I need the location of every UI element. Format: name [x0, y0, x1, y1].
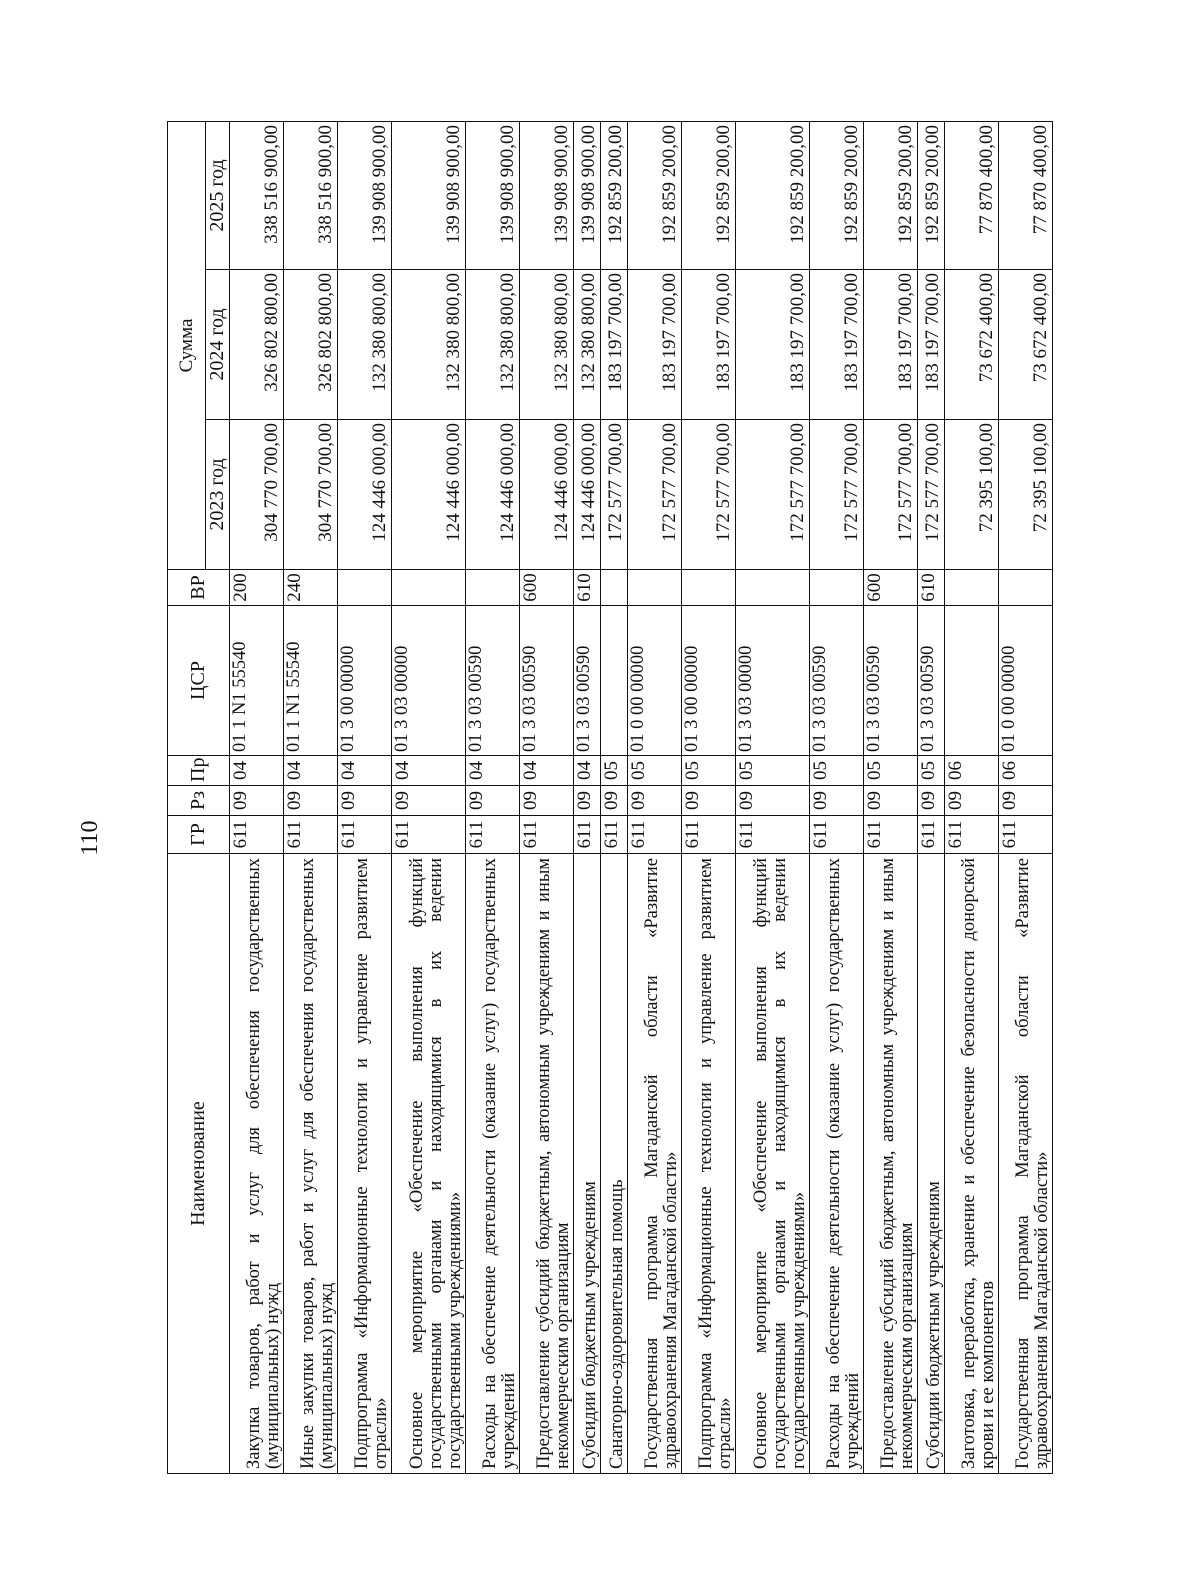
row-gr: 611: [810, 816, 864, 854]
row-csr: 01 3 00 00000: [338, 606, 392, 756]
row-pr: 05: [810, 756, 864, 786]
row-csr: 01 3 03 00590: [520, 606, 574, 756]
row-name: Санаторно-оздоровительная помощь: [601, 854, 628, 1474]
row-name: Государственная программа Магаданской области «Развитие здравоохранения Магаданской области»: [999, 854, 1053, 1474]
row-name: Предоставление субсидий бюджетным, автономным учреждениям и иным некоммерческим организациям: [864, 854, 918, 1474]
row-sum-2023: 172 577 700,00: [864, 420, 918, 570]
row-sum-2025: 139 908 900,00: [466, 121, 520, 269]
row-gr: 611: [574, 816, 601, 854]
row-vr: [810, 570, 864, 606]
row-gr: 611: [338, 816, 392, 854]
row-sum-2023: 172 577 700,00: [628, 420, 682, 570]
row-vr: [999, 570, 1053, 606]
row-sum-2024: 183 197 700,00: [810, 270, 864, 420]
row-csr: 01 3 03 00590: [810, 606, 864, 756]
header-sum: Сумма: [168, 121, 206, 569]
row-sum-2024: 183 197 700,00: [864, 270, 918, 420]
row-gr: 611: [284, 816, 338, 854]
row-gr: 611: [682, 816, 736, 854]
row-sum-2024: 183 197 700,00: [736, 270, 810, 420]
row-pr: 04: [392, 756, 466, 786]
row-sum-2025: 192 859 200,00: [682, 121, 736, 269]
table-row: [284, 121, 338, 1473]
row-gr: 611: [999, 816, 1053, 854]
header-gr: ГР: [168, 816, 230, 854]
row-pr: 04: [230, 756, 284, 786]
row-sum-2024: 183 197 700,00: [918, 270, 945, 420]
row-rz: 09: [864, 786, 918, 816]
row-rz: 09: [999, 786, 1053, 816]
row-sum-2023: 172 577 700,00: [682, 420, 736, 570]
table-row: [338, 121, 392, 1473]
row-vr: [945, 570, 999, 606]
row-vr: [601, 570, 628, 606]
row-vr: [392, 570, 466, 606]
row-rz: 09: [520, 786, 574, 816]
table-row: [682, 121, 736, 1473]
row-sum-2023: 172 577 700,00: [918, 420, 945, 570]
row-name: Подпрограмма «Информационные технологии и управление развитием отрасли»: [338, 854, 392, 1474]
row-sum-2024: 132 380 800,00: [574, 270, 601, 420]
header-csr: ЦСР: [168, 606, 230, 756]
row-gr: 611: [466, 816, 520, 854]
table-row: [864, 121, 918, 1473]
row-sum-2023: 72 395 100,00: [945, 420, 999, 570]
row-sum-2024: 326 802 800,00: [284, 270, 338, 420]
row-gr: 611: [392, 816, 466, 854]
row-vr: [466, 570, 520, 606]
row-csr: 01 3 03 00590: [918, 606, 945, 756]
row-pr: 05: [601, 756, 628, 786]
row-sum-2024: 73 672 400,00: [945, 270, 999, 420]
row-sum-2024: 132 380 800,00: [338, 270, 392, 420]
row-csr: [945, 606, 999, 756]
row-vr: [338, 570, 392, 606]
row-sum-2024: 132 380 800,00: [392, 270, 466, 420]
row-pr: 05: [736, 756, 810, 786]
row-sum-2025: 139 908 900,00: [520, 121, 574, 269]
row-name: Заготовка, переработка, хранение и обеспечение безопасности донорской крови и ее компонентов: [945, 854, 999, 1474]
row-name: Основное мероприятие «Обеспечение выполнения функций государственными органами и находящимися в их ведении государственными учреждениями»: [392, 854, 466, 1474]
row-sum-2025: 192 859 200,00: [736, 121, 810, 269]
row-sum-2025: 338 516 900,00: [230, 121, 284, 269]
row-rz: 09: [574, 786, 601, 816]
row-sum-2024: 183 197 700,00: [628, 270, 682, 420]
row-sum-2023: 124 446 000,00: [392, 420, 466, 570]
table-body: [230, 121, 1053, 1473]
header-2025: 2025 год: [206, 121, 230, 269]
row-csr: 01 1 N1 55540: [284, 606, 338, 756]
row-sum-2025: 139 908 900,00: [574, 121, 601, 269]
row-pr: 06: [999, 756, 1053, 786]
row-sum-2025: 192 859 200,00: [628, 121, 682, 269]
row-sum-2024: 326 802 800,00: [230, 270, 284, 420]
row-vr: 610: [574, 570, 601, 606]
row-csr: 01 0 00 00000: [999, 606, 1053, 756]
table-row: [999, 121, 1053, 1473]
row-sum-2025: 77 870 400,00: [945, 121, 999, 269]
row-vr: 200: [230, 570, 284, 606]
row-name: Субсидии бюджетным учреждениям: [918, 854, 945, 1474]
row-rz: 09: [466, 786, 520, 816]
row-sum-2025: 192 859 200,00: [864, 121, 918, 269]
row-csr: 01 3 03 00000: [736, 606, 810, 756]
row-gr: 611: [230, 816, 284, 854]
row-name: Основное мероприятие «Обеспечение выполнения функций государственными органами и находящимися в их ведении государственными учреждениями»: [736, 854, 810, 1474]
row-name: Субсидии бюджетным учреждениям: [574, 854, 601, 1474]
row-pr: 04: [284, 756, 338, 786]
row-name: Закупка товаров, работ и услуг для обеспечения государственных (муниципальных) нужд: [230, 854, 284, 1474]
row-rz: 09: [601, 786, 628, 816]
table-row: [392, 121, 466, 1473]
row-csr: 01 3 03 00590: [574, 606, 601, 756]
header-rz: Рз: [168, 786, 230, 816]
row-pr: 04: [574, 756, 601, 786]
row-sum-2024: 183 197 700,00: [682, 270, 736, 420]
row-rz: 09: [945, 786, 999, 816]
row-sum-2023: 124 446 000,00: [338, 420, 392, 570]
table-row: [810, 121, 864, 1473]
header-pr: Пр: [168, 756, 230, 786]
row-sum-2025: 139 908 900,00: [392, 121, 466, 269]
row-gr: 611: [628, 816, 682, 854]
row-sum-2024: 132 380 800,00: [520, 270, 574, 420]
row-pr: 05: [682, 756, 736, 786]
row-sum-2024: 132 380 800,00: [466, 270, 520, 420]
row-vr: [682, 570, 736, 606]
table-row: [918, 121, 945, 1473]
row-rz: 09: [392, 786, 466, 816]
row-sum-2023: 304 770 700,00: [284, 420, 338, 570]
row-vr: 610: [918, 570, 945, 606]
row-sum-2023: 304 770 700,00: [230, 420, 284, 570]
row-rz: 09: [682, 786, 736, 816]
table-row: [601, 121, 628, 1473]
table-row: [736, 121, 810, 1473]
row-rz: 09: [338, 786, 392, 816]
row-csr: 01 3 00 00000: [682, 606, 736, 756]
row-sum-2023: 172 577 700,00: [736, 420, 810, 570]
row-rz: 09: [918, 786, 945, 816]
table-row: [945, 121, 999, 1473]
row-gr: 611: [864, 816, 918, 854]
row-sum-2025: 192 859 200,00: [601, 121, 628, 269]
row-name: Расходы на обеспечение деятельности (оказание услуг) государственных учреждений: [466, 854, 520, 1474]
row-sum-2025: 338 516 900,00: [284, 121, 338, 269]
row-gr: 611: [601, 816, 628, 854]
row-csr: 01 3 03 00000: [392, 606, 466, 756]
row-name: Предоставление субсидий бюджетным, автономным учреждениям и иным некоммерческим организациям: [520, 854, 574, 1474]
row-sum-2025: 192 859 200,00: [810, 121, 864, 269]
row-vr: 600: [864, 570, 918, 606]
row-rz: 09: [628, 786, 682, 816]
row-rz: 09: [284, 786, 338, 816]
table-row: [520, 121, 574, 1473]
row-pr: 05: [628, 756, 682, 786]
row-sum-2023: 124 446 000,00: [574, 420, 601, 570]
row-pr: 04: [338, 756, 392, 786]
row-pr: 05: [918, 756, 945, 786]
table-row: [230, 121, 284, 1473]
row-name: Иные закупки товаров, работ и услуг для обеспечения государственных (муниципальных) нужд: [284, 854, 338, 1474]
row-vr: [628, 570, 682, 606]
budget-table: [167, 121, 1053, 1474]
row-sum-2023: 72 395 100,00: [999, 420, 1053, 570]
header-2023: 2023 год: [206, 420, 230, 570]
row-csr: [601, 606, 628, 756]
row-csr: 01 3 03 00590: [864, 606, 918, 756]
row-pr: 04: [520, 756, 574, 786]
row-sum-2024: 183 197 700,00: [601, 270, 628, 420]
row-sum-2023: 172 577 700,00: [810, 420, 864, 570]
row-gr: 611: [918, 816, 945, 854]
row-gr: 611: [736, 816, 810, 854]
page-number: 110: [77, 820, 103, 856]
row-gr: 611: [520, 816, 574, 854]
row-gr: 611: [945, 816, 999, 854]
row-name: Подпрограмма «Информационные технологии и управление развитием отрасли»: [682, 854, 736, 1474]
row-pr: 06: [945, 756, 999, 786]
row-sum-2024: 73 672 400,00: [999, 270, 1053, 420]
row-csr: 01 0 00 00000: [628, 606, 682, 756]
table-row: [628, 121, 682, 1473]
rotated-table-container: [167, 122, 1052, 1474]
row-pr: 04: [466, 756, 520, 786]
row-sum-2025: 192 859 200,00: [918, 121, 945, 269]
row-rz: 09: [736, 786, 810, 816]
table-row: [466, 121, 520, 1473]
header-2024: 2024 год: [206, 270, 230, 420]
row-vr: 600: [520, 570, 574, 606]
header-vr: ВР: [168, 570, 230, 606]
row-sum-2025: 77 870 400,00: [999, 121, 1053, 269]
row-csr: 01 3 03 00590: [466, 606, 520, 756]
row-sum-2023: 124 446 000,00: [520, 420, 574, 570]
row-sum-2023: 172 577 700,00: [601, 420, 628, 570]
row-rz: 09: [810, 786, 864, 816]
row-sum-2023: 124 446 000,00: [466, 420, 520, 570]
row-name: Расходы на обеспечение деятельности (оказание услуг) государственных учреждений: [810, 854, 864, 1474]
row-pr: 05: [864, 756, 918, 786]
table-row: [574, 121, 601, 1473]
row-csr: 01 1 N1 55540: [230, 606, 284, 756]
row-rz: 09: [230, 786, 284, 816]
row-vr: 240: [284, 570, 338, 606]
row-name: Государственная программа Магаданской области «Развитие здравоохранения Магаданской области»: [628, 854, 682, 1474]
header-name: Наименование: [168, 854, 230, 1474]
row-sum-2025: 139 908 900,00: [338, 121, 392, 269]
row-vr: [736, 570, 810, 606]
